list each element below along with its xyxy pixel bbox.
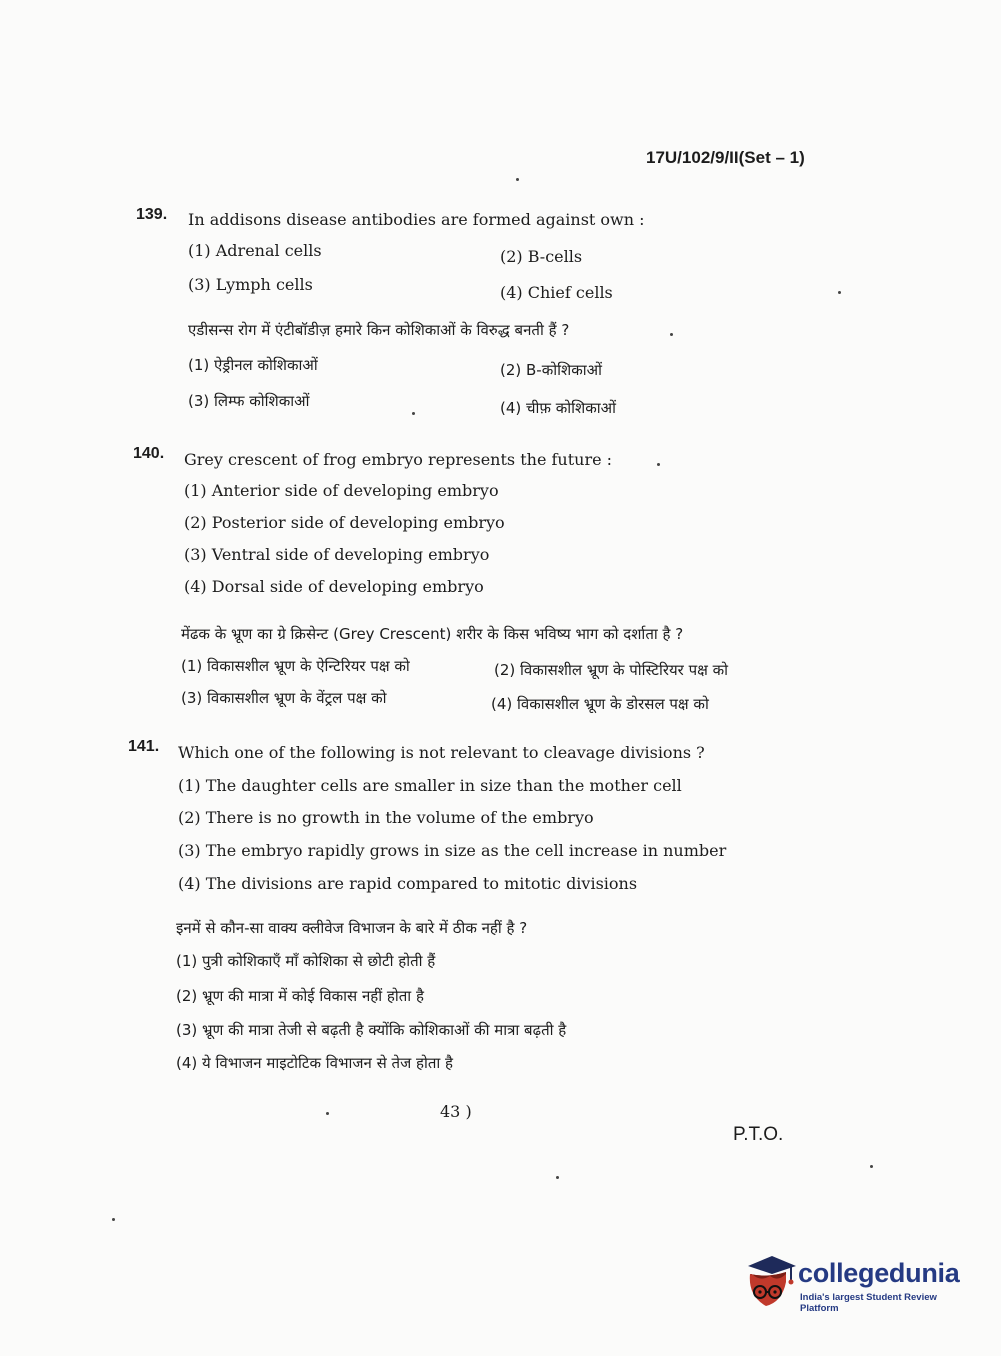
question-141-text: Which one of the following is not relevant to cleavage divisions ? — [178, 743, 705, 762]
scan-speck — [326, 1112, 329, 1115]
q140-option-4-hindi: (4) विकासशील भ्रूण के डोरसल पक्ष को — [491, 695, 709, 713]
scan-speck — [556, 1176, 559, 1179]
q140-option-1: (1) Anterior side of developing embryo — [184, 481, 499, 500]
page-number: 43 ) — [440, 1102, 472, 1121]
question-141-text-hindi: इनमें से कौन-सा वाक्य क्लीवेज विभाजन के बारे में ठीक नहीं है ? — [176, 919, 528, 937]
question-140-text-hindi: मेंढक के भ्रूण का ग्रे क्रिसेन्ट (Grey Crescent) शरीर के किस भविष्य भाग को दर्शाता है ? — [181, 625, 684, 643]
q139-option-4-hindi: (4) चीफ़ कोशिकाओं — [500, 399, 616, 417]
q141-option-3: (3) The embryo rapidly grows in size as the cell increase in number — [178, 841, 727, 860]
scan-speck — [657, 463, 660, 466]
scan-speck — [516, 178, 519, 181]
question-141-number: 141. — [128, 738, 160, 755]
logo-tagline: India's largest Student Review Platform — [800, 1292, 937, 1314]
mascot-icon — [742, 1252, 798, 1312]
q141-option-2: (2) There is no growth in the volume of the embryo — [178, 808, 594, 827]
scan-speck — [870, 1165, 873, 1168]
paper-code: 17U/102/9/II(Set – 1) — [646, 148, 805, 167]
q140-option-4: (4) Dorsal side of developing embryo — [184, 577, 484, 596]
scan-speck — [412, 412, 415, 415]
q141-option-4-hindi: (4) ये विभाजन माइटोटिक विभाजन से तेज होता है — [176, 1054, 454, 1072]
q140-option-3-hindi: (3) विकासशील भ्रूण के वेंट्रल पक्ष को — [181, 689, 387, 707]
scan-speck — [670, 333, 673, 336]
q139-option-3: (3) Lymph cells — [188, 275, 313, 294]
q141-option-3-hindi: (3) भ्रूण की मात्रा तेजी से बढ़ती है क्योंकि कोशिकाओं की मात्रा बढ़ती है — [176, 1021, 567, 1039]
question-140-number: 140. — [133, 445, 165, 462]
question-139-text-hindi: एडीसन्स रोग में एंटीबॉडीज़ हमारे किन कोशिकाओं के विरुद्ध बनती हैं ? — [188, 321, 570, 339]
q139-option-1: (1) Adrenal cells — [188, 241, 322, 260]
q139-option-2-hindi: (2) B-कोशिकाओं — [500, 361, 602, 379]
q140-option-2-hindi: (2) विकासशील भ्रूण के पोस्टिरियर पक्ष को — [494, 661, 729, 679]
q139-option-1-hindi: (1) ऐड्रीनल कोशिकाओं — [188, 356, 318, 374]
q141-option-1-hindi: (1) पुत्री कोशिकाएँ माँ कोशिका से छोटी होती हैं — [176, 952, 436, 970]
scan-speck — [838, 291, 841, 294]
q139-option-4: (4) Chief cells — [500, 283, 613, 302]
q140-option-2: (2) Posterior side of developing embryo — [184, 513, 505, 532]
question-139-text: In addisons disease antibodies are formed against own : — [188, 210, 645, 229]
q140-option-3: (3) Ventral side of developing embryo — [184, 545, 490, 564]
q140-option-1-hindi: (1) विकासशील भ्रूण के ऐन्टिरियर पक्ष को — [181, 657, 410, 675]
scan-speck — [112, 1218, 115, 1221]
pto-label: P.T.O. — [733, 1124, 784, 1145]
collegedunia-logo — [742, 1252, 967, 1312]
q139-option-3-hindi: (3) लिम्फ कोशिकाओं — [188, 392, 310, 410]
question-139-number: 139. — [136, 206, 168, 223]
q141-option-4: (4) The divisions are rapid compared to mitotic divisions — [178, 874, 638, 893]
question-140-text: Grey crescent of frog embryo represents the future : — [184, 450, 613, 469]
q141-option-2-hindi: (2) भ्रूण की मात्रा में कोई विकास नहीं होता है — [176, 987, 424, 1005]
q141-option-1: (1) The daughter cells are smaller in size than the mother cell — [178, 776, 682, 795]
q139-option-2: (2) B-cells — [500, 247, 583, 266]
logo-name: collegedunia — [798, 1258, 960, 1288]
